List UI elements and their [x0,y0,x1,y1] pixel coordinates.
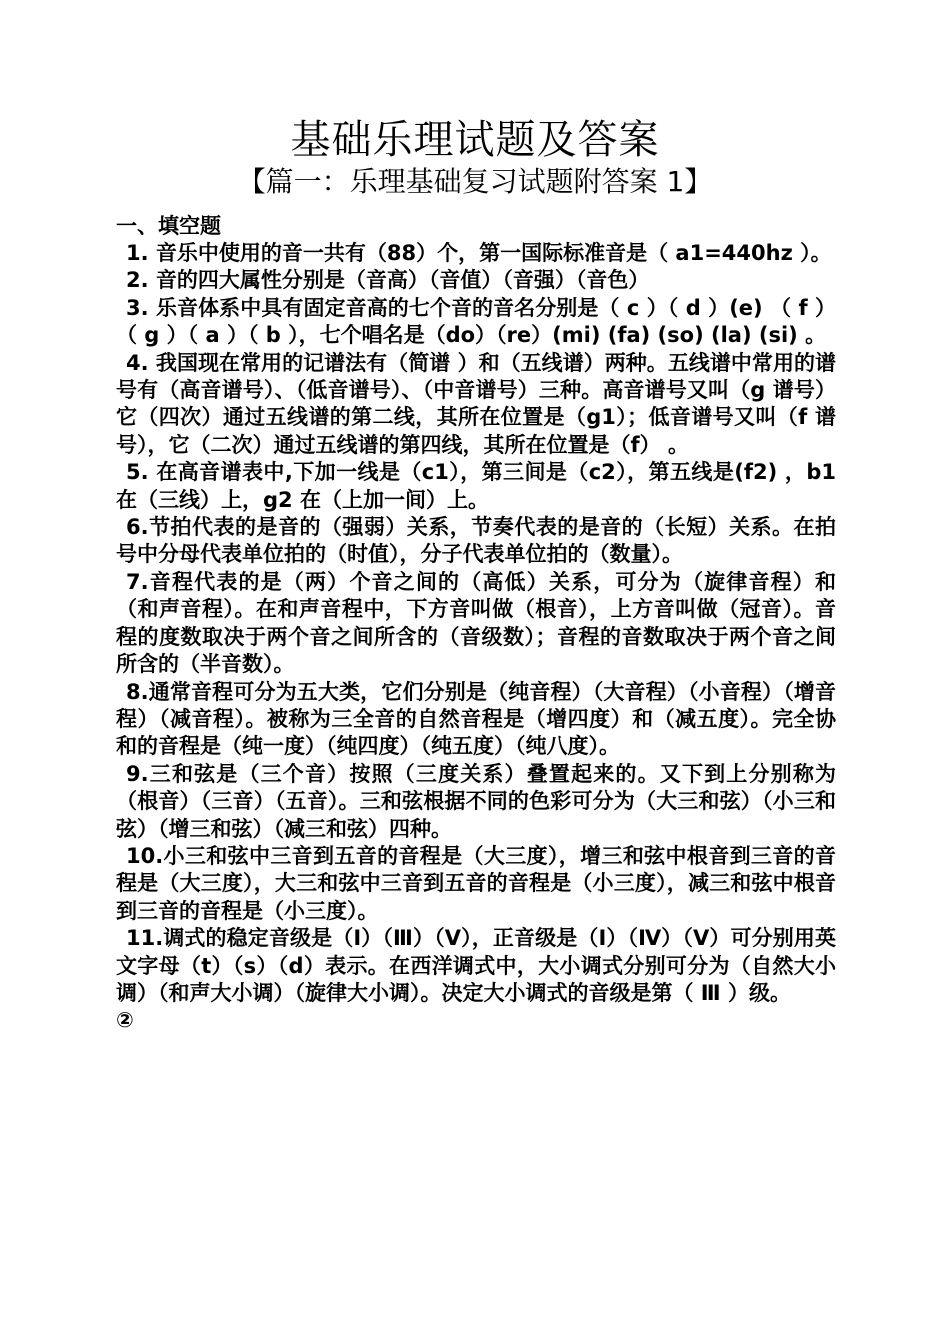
question-item-10: 10.小三和弦中三音到五音的音程是（大三度），增三和弦中根音到三音的音程是（大三度），大三和弦中三音到五音的音程是（小三度），减三和弦中根音到三音的音程是（小三度）。 [116,843,836,923]
question-item-9: 9.三和弦是（三个音）按照（三度关系）叠置起来的。又下到上分别称为（根音）（三音）（五音）。三和弦根据不同的色彩可分为（大三和弦）（小三和弦）（增三和弦）（减三和弦）四种。 [116,761,836,841]
question-item-1: 1. 音乐中使用的音一共有（88）个，第一国际标准音是（ a1=440hz ）。 [126,241,832,265]
question-item-8: 8.通常音程可分为五大类，它们分别是（纯音程）（大音程）（小音程）（增音程）（减音程）。被称为三全音的自然音程是（增四度）和（减五度）。完全协和的音程是（纯一度）（纯四度）（纯五度）（纯八度）。 [116,679,836,759]
question-item-6: 6.节拍代表的是音的（强弱）关系，节奏代表的是音的（长短）关系。在拍号中分母代表单位拍的（时值），分子代表单位拍的（数量）。 [116,515,836,567]
question-item-11: 11.调式的稳定音级是（Ⅰ）（Ⅲ）（Ⅴ），正音级是（Ⅰ）（Ⅳ）（Ⅴ）可分别用英文字母（t）（s）（d）表示。在西洋调式中，大小调式分别可分为（自然大小调）（和声大小调）（旋律大小调）。决定大小调式的音级是第（ Ⅲ ）级。 [116,926,836,1005]
question-list [116,240,836,1035]
question-item-5: 5. 在高音谱表中,下加一线是（c1），第三间是（c2），第五线是(f2) ，b1 在（三线）上，g2 在（上加一间）上。 [116,460,836,512]
question-item-3: 3. 乐音体系中具有固定音高的七个音的音名分别是（ c ）（ d ）(e) （ f ）（ g ）（ a ）（ b ），七个唱名是（do）（re）(mi) (fa) (so) (la) (si) 。 [116,295,836,348]
question-item-7: 7.音程代表的是（两）个音之间的（高低）关系，可分为（旋律音程）和（和声音程）。在和声音程中，下方音叫做（根音），上方音叫做（冠音）。音程的度数取决于两个音之间所含的（音级数）；音程的音数取决于两个音之间所含的（半音数）。 [116,569,836,677]
document-title: 基础乐理试题及答案 [290,117,660,163]
question-item-2: 2. 音的四大属性分别是（音高）（音值）（音强）（音色） [126,268,650,293]
document-subtitle: 【篇一：乐理基础复习试题附答案 1】 [237,165,713,198]
section-heading: 一、填空题 [116,214,221,238]
question-item-4: 4. 我国现在常用的记谱法有（简谱 ）和（五线谱）两种。五线谱中常用的谱号有（高音谱号）、（低音谱号）、（中音谱号）三种。高音谱号又叫（g 谱号）它（四次）通过五线谱的第二线，其所在位置是（g1）；低音谱号又叫（f 谱号），它（二次）通过五线谱的第四线，其所在位置是（f） 。 [116,350,836,457]
circled-number-mark: ② [116,1008,134,1033]
